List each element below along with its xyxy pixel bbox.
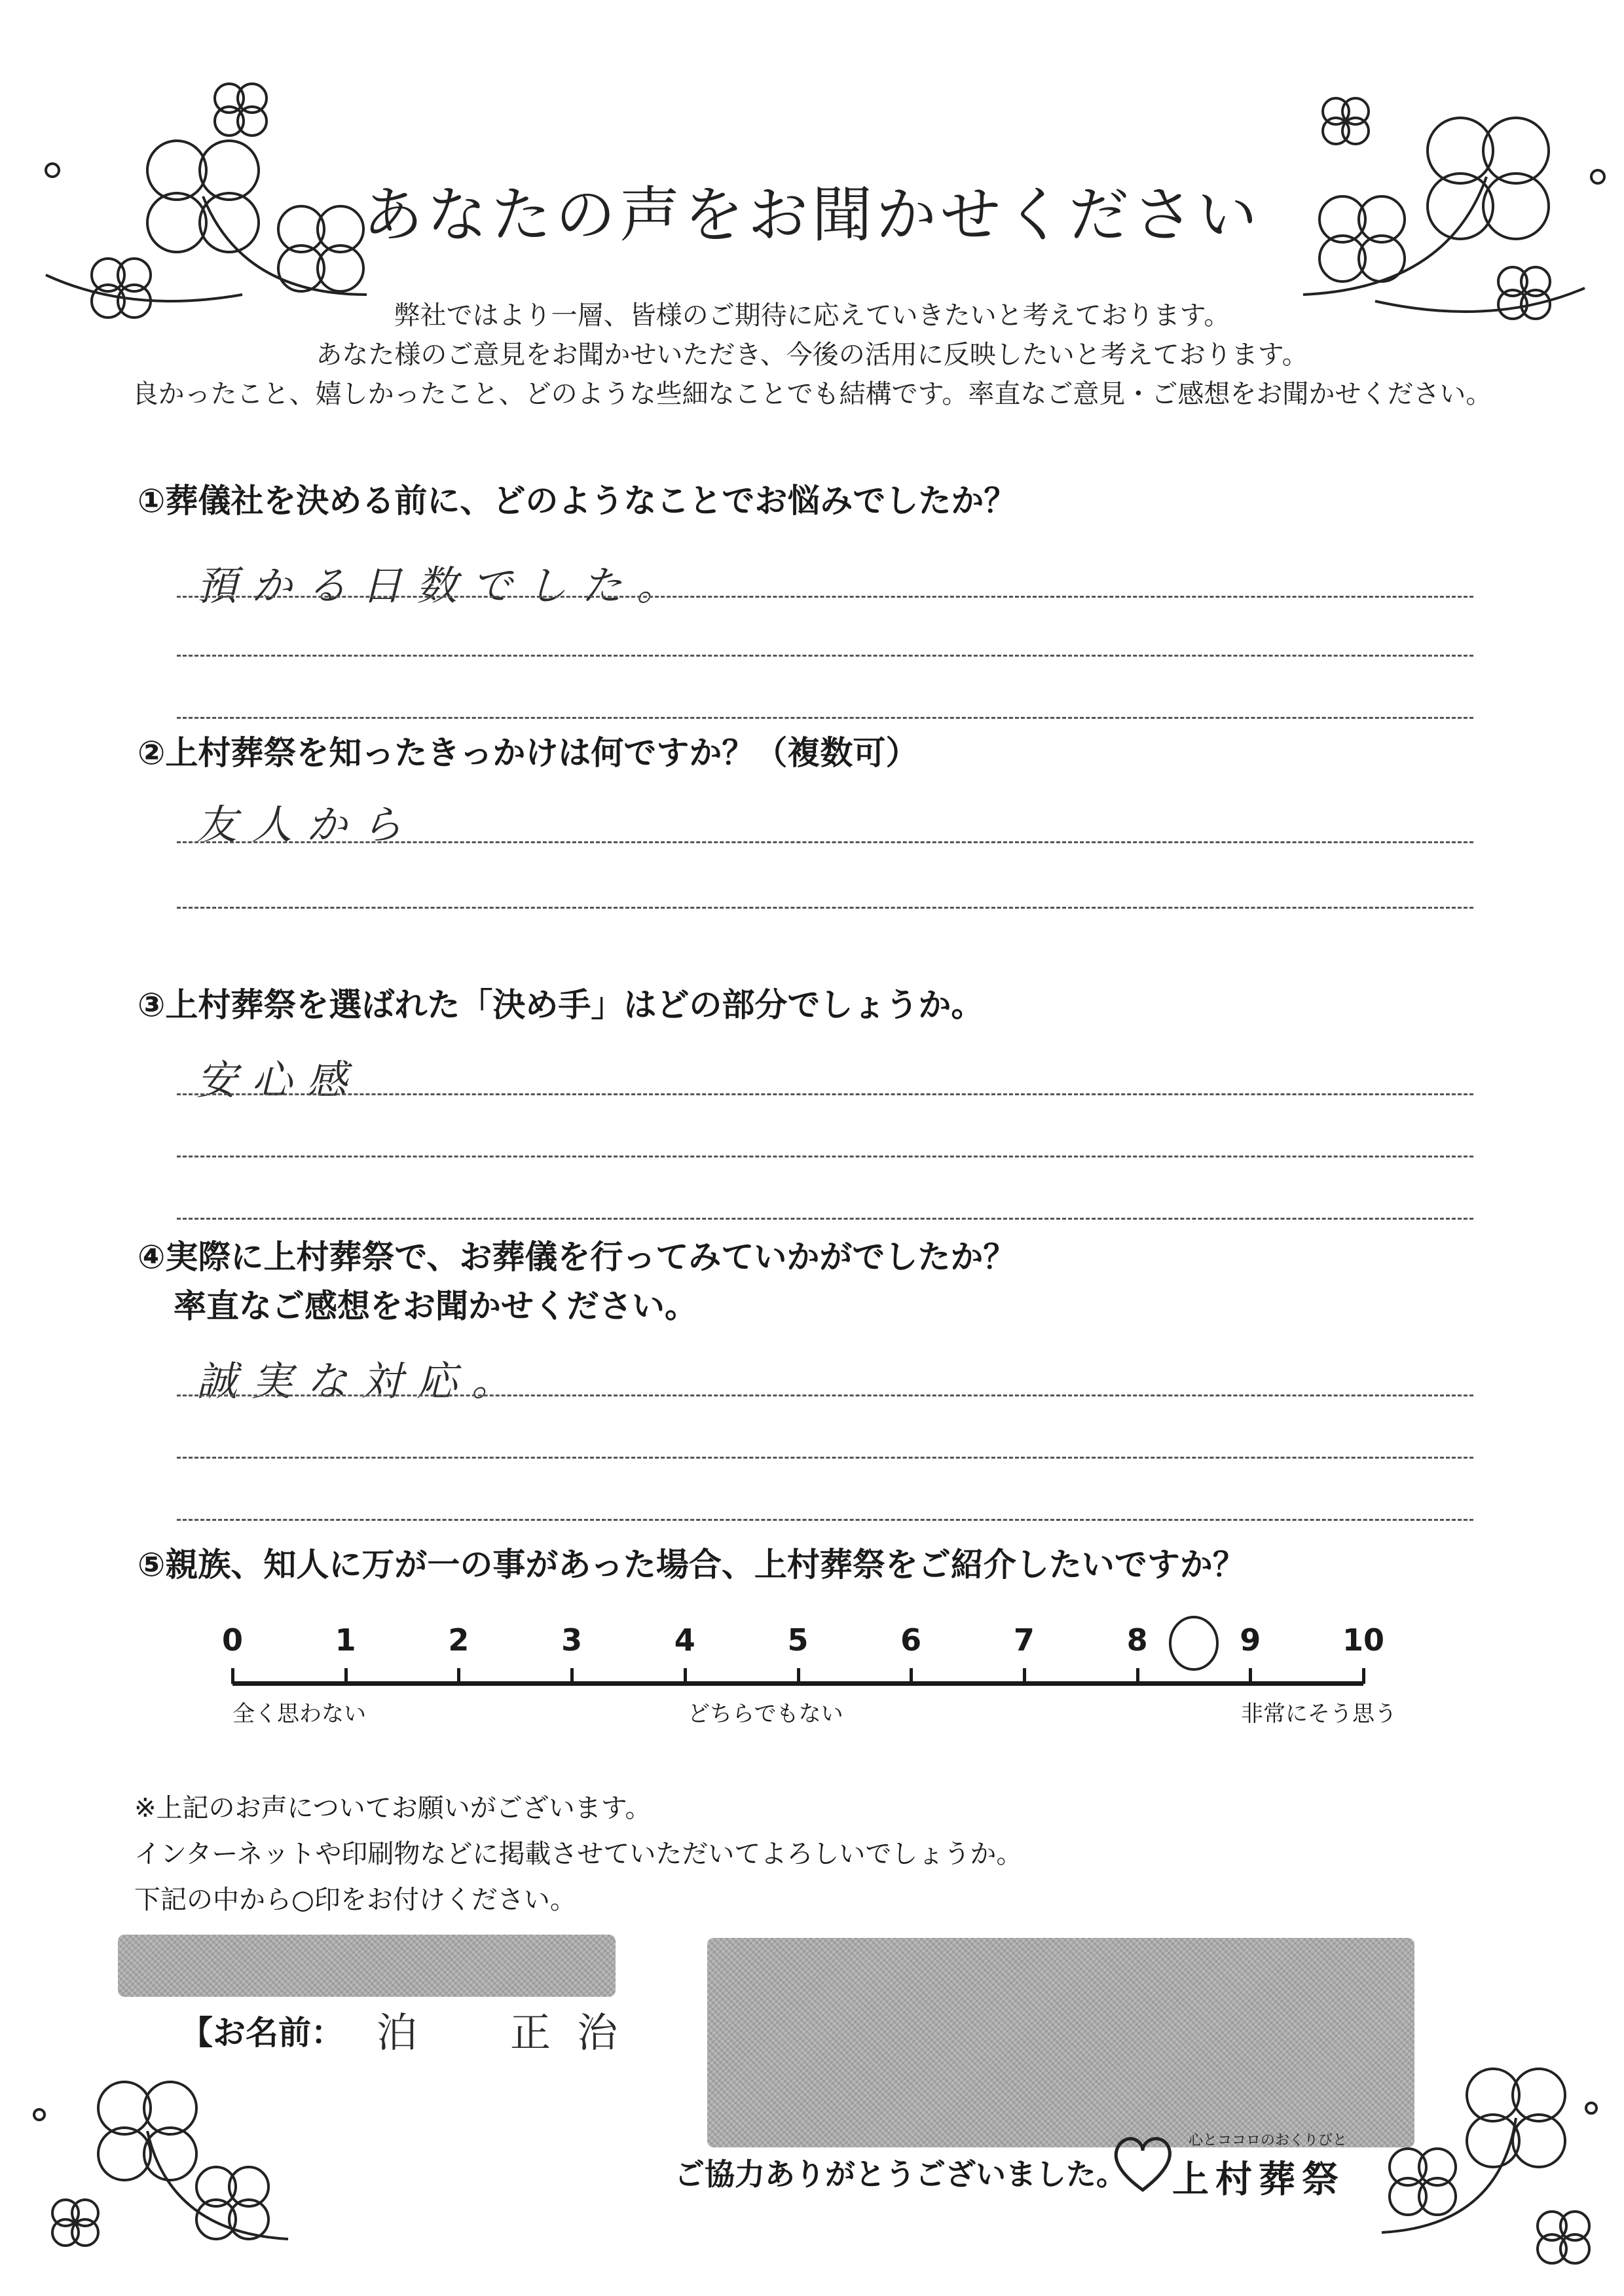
answer-line <box>177 655 1473 657</box>
scale-tick-label[interactable]: 7 <box>1013 1622 1035 1658</box>
redacted-area <box>707 1938 1414 2147</box>
scale-tick-label[interactable]: 6 <box>900 1622 922 1658</box>
scale-tick-label[interactable]: 5 <box>787 1622 809 1658</box>
scale-tick-label[interactable]: 4 <box>674 1622 695 1658</box>
thanks-message: ご協力ありがとうございました。 <box>674 2157 1126 2192</box>
scale-mid-label: どちらでもない <box>688 1701 843 1727</box>
scale-high-label: 非常にそう思う <box>1241 1701 1397 1727</box>
scale-tick <box>1023 1668 1026 1684</box>
question-1-label: ①葬儀社を決める前に、どのようなことでお悩みでしたか？ <box>138 482 1017 520</box>
answer-line <box>177 596 1473 598</box>
question-4-label: ④実際に上村葬祭で、お葬儀を行ってみていかがでしたか？ <box>138 1238 1016 1276</box>
answer-line <box>177 1457 1473 1459</box>
question-5-label: ⑤親族、知人に万が一の事があった場合、上村葬祭をご紹介したいですか？ <box>138 1546 1246 1584</box>
scale-tick <box>684 1668 687 1684</box>
question-4-label-2: 率直なご感想をお聞かせください。 <box>174 1287 697 1325</box>
question-3-label: ③上村葬祭を選ばれた「決め手」はどの部分でしょうか。 <box>138 986 984 1024</box>
answer-line <box>177 1218 1473 1220</box>
intro-line-1: 弊社ではより一層、皆様のご期待に応えていきたいと考えております。 <box>394 301 1230 331</box>
scale-tick-label[interactable]: 9 <box>1240 1622 1261 1658</box>
scale-tick <box>344 1668 348 1684</box>
scale-tick <box>797 1668 800 1684</box>
scale-tick <box>231 1668 234 1684</box>
name-label: 【お名前： <box>180 2014 344 2052</box>
notice-line-3: 下記の中から○印をお付けください。 <box>134 1885 576 1915</box>
scale-tick-label[interactable]: 10 <box>1342 1622 1384 1658</box>
question-2-label: ②上村葬祭を知ったきっかけは何ですか？（複数可） <box>138 734 919 772</box>
question-1-answer[interactable]: 預かる日数でした。 <box>196 562 692 610</box>
scale-tick-label[interactable]: 2 <box>448 1622 470 1658</box>
question-2-answer[interactable]: 友人から <box>196 801 417 848</box>
notice-line-1: ※上記のお声についてお願いがございます。 <box>134 1793 652 1823</box>
heart-logo-icon <box>1107 2128 1179 2200</box>
scale-tick <box>570 1668 574 1684</box>
rating-selection-circle <box>1164 1614 1223 1673</box>
intro-line-3: 良かったこと、嬉しかったこと、どのような些細なことでも結構です。率直なご意見・ご感想をお聞かせください。 <box>132 379 1492 409</box>
intro-line-2: あなた様のご意見をお聞かせいただき、今後の活用に反映したいと考えております。 <box>316 340 1308 370</box>
logo-tagline: 心とココロのおくりびと <box>1189 2132 1348 2149</box>
notice-line-2: インターネットや印刷物などに掲載させていただいてよろしいでしょうか。 <box>134 1839 1023 1869</box>
scale-tick <box>910 1668 913 1684</box>
answer-line <box>177 1093 1473 1095</box>
scale-low-label: 全く思わない <box>232 1701 366 1727</box>
scale-tick-label[interactable]: 0 <box>221 1622 243 1658</box>
answer-line <box>177 841 1473 843</box>
answer-line <box>177 1394 1473 1396</box>
scale-tick-label[interactable]: 1 <box>335 1622 356 1658</box>
question-4-answer[interactable]: 誠実な対応。 <box>196 1357 527 1405</box>
scale-tick-label[interactable]: 3 <box>561 1622 583 1658</box>
scale-tick <box>1249 1668 1252 1684</box>
clover-decoration-bottom-left <box>26 2016 301 2291</box>
answer-line <box>177 1519 1473 1521</box>
answer-line <box>177 717 1473 719</box>
scale-tick <box>457 1668 460 1684</box>
answer-line <box>177 1156 1473 1157</box>
scale-tick <box>1362 1668 1365 1684</box>
answer-line <box>177 907 1473 909</box>
logo-name: 上村葬祭 <box>1172 2159 1345 2201</box>
redacted-area <box>118 1935 616 1997</box>
page-title: あなたの声をお聞かせください <box>362 180 1261 250</box>
scale-tick <box>1136 1668 1139 1684</box>
question-3-answer[interactable]: 安心感 <box>196 1056 362 1104</box>
name-value[interactable]: 泊 正治 <box>377 2009 644 2056</box>
scale-tick-label[interactable]: 8 <box>1126 1622 1148 1658</box>
